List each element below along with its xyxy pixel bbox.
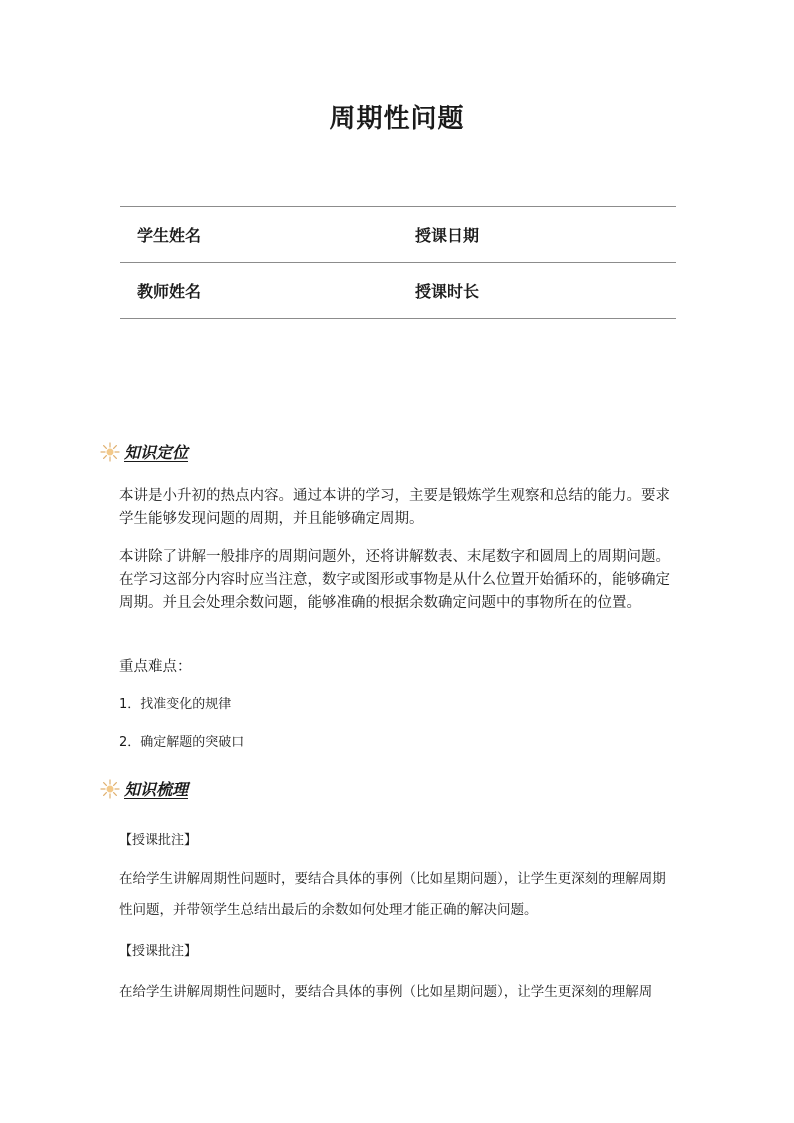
info-table	[120, 206, 676, 319]
section-heading-knowledge-position	[100, 440, 188, 463]
paragraph: 本讲是小升初的热点内容。通过本讲的学习，主要是锻炼学生观察和总结的能力。要求学生能够发现问题的周期，并且能够确定周期。	[119, 488, 670, 527]
student-name-label: 学生姓名	[137, 226, 202, 245]
lesson-date-label: 授课日期	[415, 226, 480, 245]
teacher-name-label: 教师姓名	[137, 282, 202, 301]
note-label: 【授课批注】	[119, 833, 198, 848]
list-item: 1．找准变化的规律	[119, 697, 232, 712]
sun-icon	[100, 779, 120, 799]
key-points-label: 重点难点：	[119, 659, 192, 675]
section-title: 知识定位	[124, 443, 189, 462]
lesson-duration-label: 授课时长	[415, 282, 480, 301]
sun-icon	[100, 442, 120, 462]
note-label: 【授课批注】	[119, 944, 198, 959]
paragraph: 本讲除了讲解一般排序的周期问题外，还将讲解数表、末尾数字和圆周上的周期问题。在学习这部分内容时应当注意，数字或图形或事物是从什么位置开始循环的，能够确定周期。并且会处理余数问题，能够准确的根据余数确定问题中的事物所在的位置。	[119, 549, 670, 611]
info-row	[120, 207, 676, 263]
section-title: 知识梳理	[124, 780, 189, 799]
document-title: 周期性问题	[329, 104, 465, 134]
info-row	[120, 263, 676, 319]
note-text: 在给学生讲解周期性问题时，要结合具体的事例（比如星期问题），让学生更深刻的理解周	[119, 984, 653, 1000]
section-heading-knowledge-review	[100, 777, 188, 800]
note-text: 在给学生讲解周期性问题时，要结合具体的事例（比如星期问题），让学生更深刻的理解周期性问题，并带领学生总结出最后的余数如何处理才能正确的解决问题。	[119, 871, 666, 918]
list-item: 2．确定解题的突破口	[119, 735, 245, 750]
